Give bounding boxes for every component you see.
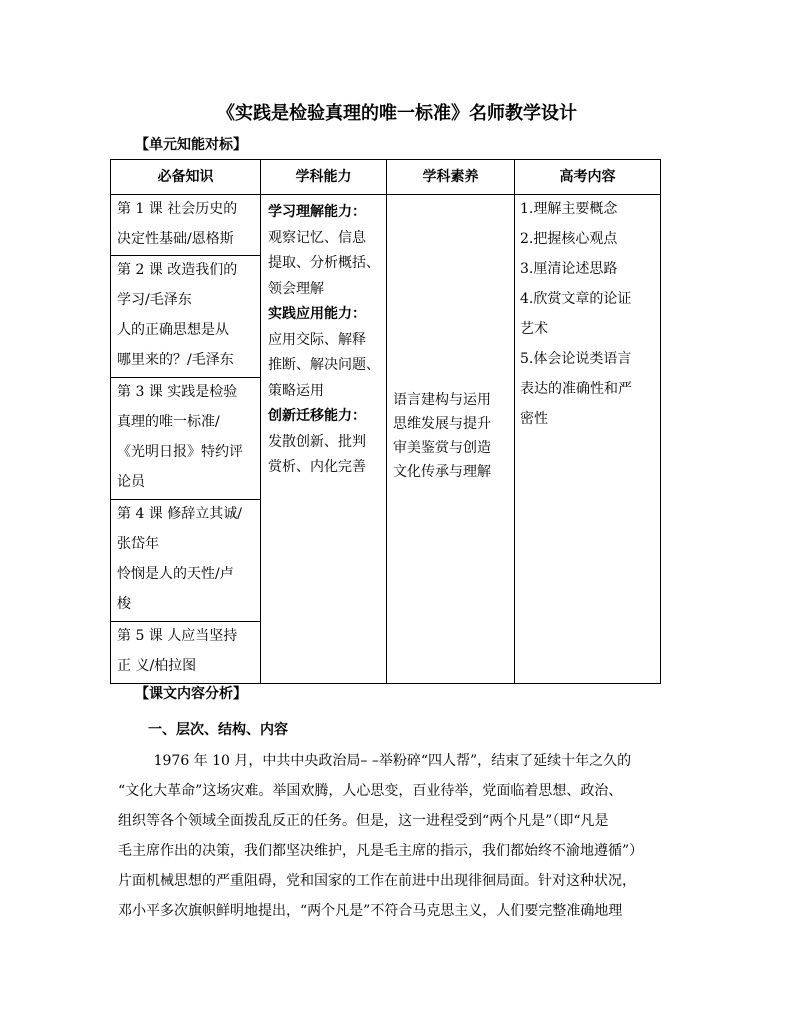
header-subject-literacy: 学科素养 [422, 169, 479, 185]
lesson-line: 学习/毛泽东 [117, 292, 192, 308]
ability-line: 推断、解决问题、 [268, 357, 380, 373]
lesson-line: 张岱年 [117, 536, 159, 552]
benchmark-table [110, 159, 661, 684]
lesson-line: 人的正确思想是从 [117, 322, 229, 338]
exam-line: 密性 [520, 411, 548, 427]
ability-line: 策略运用 [268, 382, 324, 399]
lesson-line: 第 3 课 实践是检验 [117, 384, 238, 400]
lesson-line: 第 4 课 修辞立其诚/ [117, 506, 242, 522]
lesson-1-cell [117, 194, 237, 254]
exam-line: 5.体会论说类语言 [520, 351, 632, 367]
header-subject-ability: 学科能力 [295, 169, 352, 185]
literacy-item: 文化传承与理解 [393, 464, 491, 480]
exam-line: 2.把握核心观点 [520, 231, 618, 247]
subsection-heading: 一、层次、结构、内容 [148, 722, 288, 738]
table-divider [260, 160, 261, 683]
exam-line: 3.厘清论述思路 [520, 261, 618, 277]
lesson-line: 梭 [117, 596, 131, 612]
ability-line: 领会理解 [268, 280, 324, 297]
document-title: 《实践是检验真理的唯一标准》名师教学设计 [217, 103, 577, 124]
lesson-line: 正 义/柏拉图 [117, 658, 197, 674]
lesson-line: 《光明日报》特约评 [117, 444, 243, 460]
ability-line: 提取、分析概括、 [268, 255, 380, 271]
ability-line: 应用交际、解释 [268, 331, 366, 348]
literacy-item: 语言建构与运用 [393, 392, 491, 408]
paragraph-line: 毛主席作出的决策，我们都坚决维护，凡是毛主席的指示，我们都始终不渝地遵循”） [118, 843, 644, 859]
exam-line: 表达的准确性和严 [520, 381, 632, 397]
ability-heading: 实践应用能力： [268, 306, 366, 322]
header-required-knowledge: 必备知识 [157, 169, 214, 185]
lesson-5-cell [117, 621, 237, 681]
paragraph-line: 1976 年 10 月，中共中央政治局– –举粉碎“四人帮”，结束了延续十年之久的 [118, 753, 632, 769]
subject-literacy-cell [393, 388, 491, 484]
lesson-2-cell [117, 255, 237, 375]
paragraph-line: 片面机械思想的严重阻碍，党和国家的工作在前进中出现徘徊局面。针对这种状况， [118, 873, 636, 889]
lesson-4-cell [117, 499, 242, 619]
lesson-line: 第 1 课 社会历史的 [117, 201, 238, 217]
unit-benchmark-heading: 【单元知能对标】 [135, 137, 247, 153]
paragraph-line: “文化大革命”这场灾难。举国欢腾，人心思变，百业待举，党面临着思想、政治、 [118, 783, 623, 799]
lesson-line: 哪里来的？/毛泽东 [117, 352, 234, 368]
literacy-item: 思维发展与提升 [393, 416, 491, 432]
exam-content-cell [520, 194, 632, 434]
ability-heading: 创新迁移能力： [268, 408, 366, 424]
ability-line: 赏析、内化完善 [268, 459, 366, 475]
header-exam-content: 高考内容 [559, 169, 616, 185]
lesson-line: 真理的唯一标准/ [117, 414, 220, 430]
text-analysis-heading: 【课文内容分析】 [135, 686, 247, 702]
exam-line: 1.理解主要概念 [520, 201, 618, 217]
table-divider [514, 160, 515, 683]
exam-line: 4.欣赏文章的论证 [520, 291, 632, 307]
paragraph-line: 邓小平多次旗帜鲜明地提出，“两个凡是”不符合马克思主义，人们要完整准确地理 [118, 903, 623, 919]
ability-heading: 学习理解能力： [268, 204, 366, 220]
paragraph-line: 组织等各个领域全面拨乱反正的任务。但是，这一进程受到“两个凡是”（即“凡是 [118, 813, 609, 829]
lesson-3-cell [117, 377, 243, 497]
lesson-line: 怜悯是人的天性/卢 [117, 566, 234, 582]
lesson-line: 论员 [117, 474, 145, 490]
exam-line: 艺术 [520, 321, 548, 337]
body-paragraph [118, 746, 698, 926]
table-divider [386, 160, 387, 683]
subject-ability-cell [268, 200, 380, 481]
literacy-item: 审美鉴赏与创造 [393, 440, 491, 456]
lesson-line: 第 5 课 人应当坚持 [117, 628, 238, 644]
lesson-line: 决定性基础/恩格斯 [117, 231, 234, 247]
ability-line: 观察记忆、信息 [268, 229, 366, 246]
ability-line: 发散创新、批判 [268, 433, 366, 450]
lesson-line: 第 2 课 改造我们的 [117, 262, 238, 278]
